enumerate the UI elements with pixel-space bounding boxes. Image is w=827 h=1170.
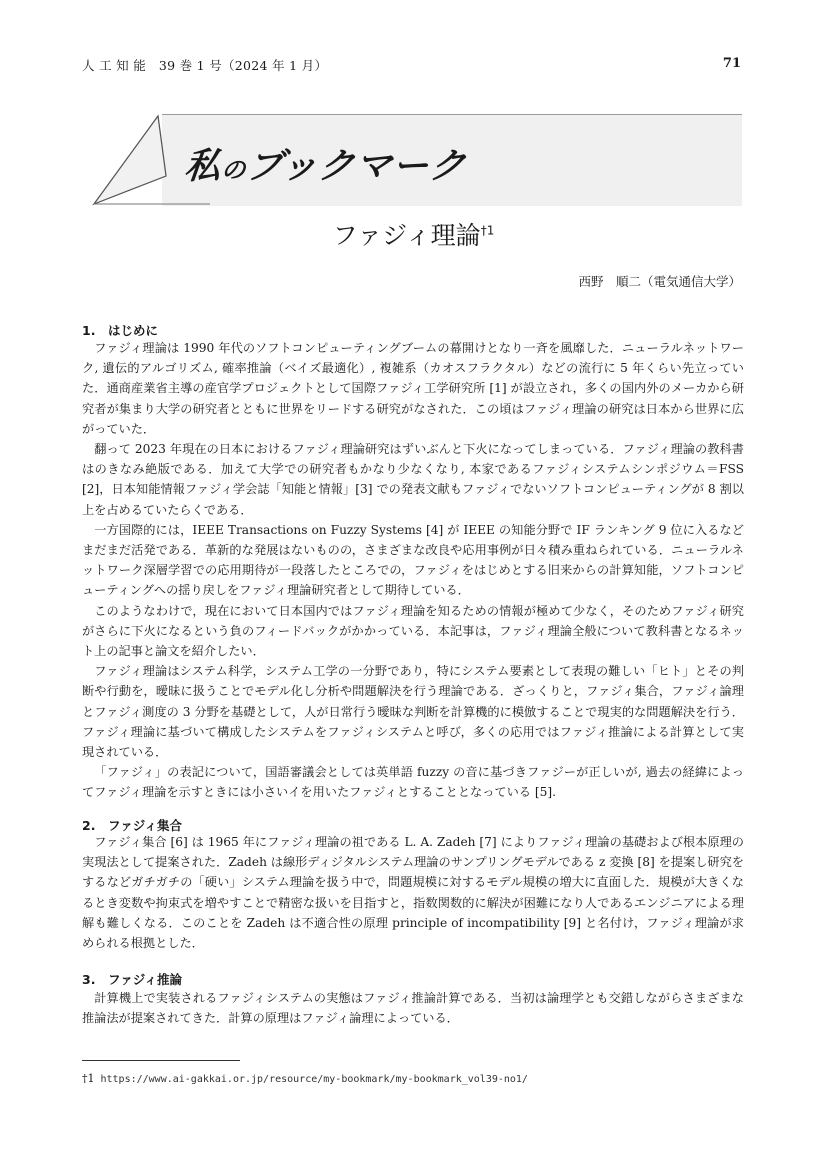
paragraph: 「ファジィ」の表記について，国語審議会としては英単語 fuzzy の音に基づきファジーが正しいが, 過去の経緯によってファジィ理論を示すときには小さいイを用いたファジィとすることとなっている [5]. — [82, 765, 744, 800]
author-line: 西野 順二（電気通信大学） — [578, 274, 741, 289]
paragraph: ファジィ理論は 1990 年代のソフトコンピューティングブームの幕開けとなり一斉を風靡した．ニューラルネットワーク, 遺伝的アルゴリズム, 確率推論（ベイズ最適化）, 複雑系（カオスフラクタル）などの流行に 5 年くらい先立っていた．通商産業省主導の産官学プロジェクトとして国際ファジィ工学研究所 [1] が設立され，多くの国内外のメーカから研究者が集まり大学の研究者とともに世界をリードする研究がなされた．この頃はファジィ理論の研究は日本から世界に広がっていた． — [82, 341, 744, 436]
banner-title-b: の — [219, 156, 248, 184]
footnote-mark: †1 — [82, 1072, 95, 1085]
paragraph: このようなわけで，現在において日本国内ではファジィ理論を知るための情報が極めて少なく，そのためファジィ研究がさらに下火になるという負のフィードバックがかかっている．本記事は，ファジィ理論全般について教科書となるネット上の記事と論文を紹介したい． — [82, 603, 744, 659]
page-number: 71 — [722, 56, 741, 71]
article-title-text: ファジィ理論 — [332, 221, 481, 250]
paragraph: 計算機上で実装されるファジィシステムの実態はファジィ推論計算である．当初は論理学とも交錯しながらさまざまな推論法が提案されてきた．計算の原理はファジィ論理によっている． — [82, 991, 744, 1026]
section-heading: 2. ファジィ集合 — [82, 818, 182, 833]
paragraph: ファジィ集合 [6] は 1965 年にファジィ理論の祖である L. A. Zadeh [7] によりファジィ理論の基礎および根本原理の実現法として提案された．Zadeh は線形ディジタルシステム理論のサンプリングモデルである z 変換 [8] を提案し研究をするなどガチガチの「硬い」システム理論を扱う中で，問題規模に対するモデル規模の増大に直面した．規模が大きくなるとき変数や拘束式を増やすことで精密な扱いを目指すと，指数関数的に解決が困難になり人であるエンジニアによる理解も難しくなる．このことを Zadeh は不適合性の原理 principle of incompatibility [9] と名付け，ファジィ理論が求められる根拠とした． — [82, 835, 744, 951]
paragraph: 翻って 2023 年現在の日本におけるファジィ理論研究はずいぶんと下火になってしまっている．ファジィ理論の教科書はのきなみ絶版である．加えて大学での研究者もかなり少なくなり, 本家であるファジィシステムシンポジウム＝FSS [2]，日本知能情報ファジィ学会誌「知能と情報」[3] での発表文献もファジィでないソフトコンピューティングが 8 割以上を占めるていたらくである． — [82, 442, 744, 517]
banner-title-c: ブックマーク — [244, 146, 469, 187]
paragraph: ファジィ理論はシステム科学，システム工学の一分野であり，特にシステム要素として表現の難しい「ヒト」とその判断や行動を，曖昧に扱うことでモデル化し分析や問題解決を行う理論である．ざっくりと，ファジィ集合，ファジィ論理とファジィ測度の 3 分野を基礎として，人が日常行う曖昧な判断を計算機的に模倣することで現実的な問題解決を行う．ファジィ理論に基づいて構成したシステムをファジィシステムと呼び，多くの応用ではファジィ推論による計算として実現されている． — [82, 664, 744, 760]
section-body — [82, 832, 744, 953]
section-body — [82, 338, 744, 803]
paragraph: 一方国際的には，IEEE Transactions on Fuzzy Systems [4] が IEEE の知能分野で IF ランキング 9 位に入るなどまだまだ活発である．革新的な発展はないものの，さまざまな改良や応用事例が日々積み重ねられている．ニューラルネットワーク深層学習での応用期待が一段落したところでの，ファジィをはじめとする旧来からの計算知能，ソフトコンピューティングへの揺り戻しをファジィ理論研究者として期待している． — [82, 522, 744, 598]
footnote — [82, 1072, 528, 1085]
section-heading: 3. ファジィ推論 — [82, 972, 182, 987]
footnote-url[interactable]: https://www.ai-gakkai.or.jp/resource/my-bookmark/my-bookmark_vol39-no1/ — [100, 1074, 528, 1085]
column-banner — [92, 114, 742, 206]
banner-title-a: 私 — [182, 146, 224, 187]
article-title — [0, 216, 827, 252]
footnote-rule — [82, 1060, 240, 1061]
title-footnote-mark: †1 — [480, 223, 495, 238]
section-heading: 1. はじめに — [82, 323, 158, 338]
section-body — [82, 988, 744, 1028]
journal-header: 人 工 知 能 39 巻 1 号（2024 年 1 月） — [82, 58, 328, 73]
banner-title — [182, 138, 469, 189]
